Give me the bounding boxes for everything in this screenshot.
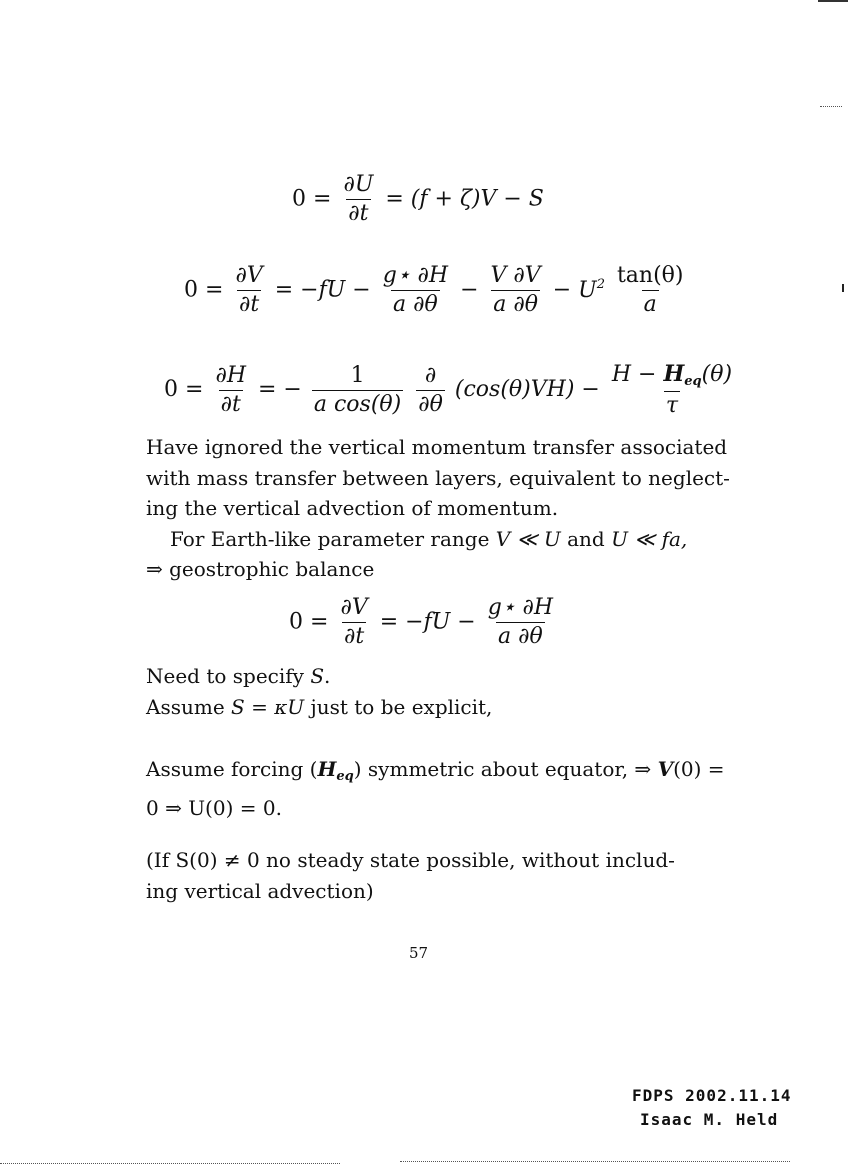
text-line: (If S(0) ≠ 0 no steady state possible, without includ-: [146, 848, 675, 872]
eq2-eq: = −fU −: [274, 277, 371, 303]
eq3-relax-fraction: $\frac{H - H_{eq}(\theta)}{\tau}$: [611, 361, 733, 418]
scan-rule-top: [818, 0, 848, 2]
scan-rule-bottom-right: [400, 1161, 790, 1162]
eq2-pressure-fraction: $\frac{g⋆ \partial H}{a \partial\theta}$: [382, 263, 449, 317]
scan-mark-right: [842, 284, 844, 292]
text-line: Need to specify S.: [146, 664, 331, 688]
stamp-line-2: Isaac M. Held: [640, 1110, 779, 1129]
eq3-coef-fraction: $\frac{1}{\text{a cos(θ)}}$: [313, 362, 402, 417]
eq2-minus1: −: [460, 277, 479, 303]
eq2-advection-fraction: $\frac{V \partial V}{a \partial\theta}$: [490, 263, 541, 317]
eq1-lhs: 0 =: [292, 186, 332, 212]
eq4-lhs: 0 =: [289, 609, 329, 635]
paragraph-forcing: [146, 754, 725, 823]
eq2-metric-fraction: $\frac{\tan(\theta)}{a}$: [616, 263, 684, 317]
eq3-ddt-fraction: $\frac{\partial H}{\partial t}$: [215, 362, 246, 417]
equation-v-momentum: [184, 265, 689, 316]
text-line: ing vertical advection): [146, 878, 374, 903]
equation-u-momentum: [292, 174, 544, 225]
text-line-earth: For Earth-like parameter range V ≪ U and U ≪ fa,: [170, 526, 688, 551]
eq2-ddt-fraction: $\frac{\partial V}{\partial t}$: [235, 263, 263, 317]
equation-h-continuity: [164, 363, 737, 417]
equation-geostrophic: [289, 597, 558, 648]
text-line: Have ignored the vertical momentum transfer associated: [146, 435, 728, 459]
text-line: with mass transfer between layers, equivalent to neglect-: [146, 465, 730, 490]
eq4-ddt-fraction: $\frac{\partial V}{\partial t}$: [340, 595, 368, 649]
eq4-pressure-fraction: $\frac{g⋆ \partial H}{a \partial\theta}$: [487, 595, 554, 649]
scan-rule-right: [820, 106, 842, 107]
stamp-line-1: FDPS 2002.11.14: [632, 1086, 792, 1105]
eq4-eq: = −fU −: [379, 609, 476, 635]
page-number: 57: [409, 944, 429, 962]
eq3-body: (cos(θ)VH) −: [454, 377, 600, 402]
text-line: Assume forcing $(H_{eq})$ symmetric about equator, ⇒ V(0) =: [146, 757, 725, 784]
eq1-ddt-fraction: $\frac{\partial U}{\partial t}$: [343, 172, 374, 226]
eq2-minus2: −: [552, 277, 572, 303]
eq1-eq: =: [385, 186, 404, 212]
eq3-deriv-fraction: $\frac{\partial}{\partial\theta}$: [418, 362, 443, 417]
text-line: ing the vertical advection of momentum.: [146, 496, 559, 520]
paragraph-ignored-transfer: [146, 432, 730, 585]
text-line: ⇒ geostrophic balance: [146, 557, 375, 581]
eq2-lhs: 0 =: [184, 277, 224, 303]
eq3-eq: = −: [258, 377, 302, 402]
eq2-u2: $U^2$: [578, 276, 605, 303]
scan-rule-bottom-left: [0, 1163, 340, 1164]
text-line: 0 ⇒ U(0) = 0.: [146, 795, 282, 820]
eq3-lhs: 0 =: [164, 377, 204, 402]
eq1-rhs: (f + ζ)V − S: [410, 186, 544, 212]
paragraph-steady-state: [146, 845, 675, 906]
paragraph-specify-s: [146, 661, 492, 722]
text-line: Assume S = κU just to be explicit,: [146, 694, 493, 719]
